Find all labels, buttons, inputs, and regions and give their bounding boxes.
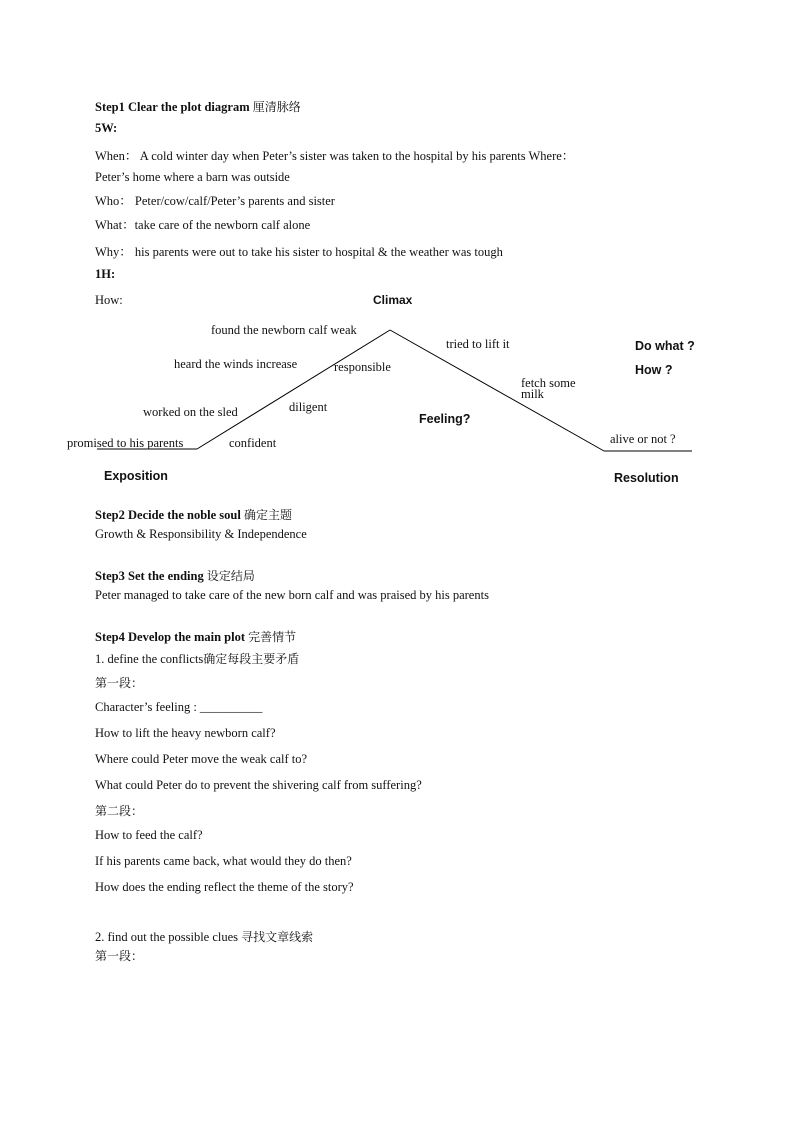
step1-heading-cn: 厘清脉络	[252, 100, 301, 114]
step4-sub1	[95, 650, 299, 667]
step2-heading	[95, 506, 292, 523]
where-line: Peter’s home where a barn was outside	[95, 170, 290, 184]
step2-heading-text: Step2 Decide the noble soul	[95, 508, 241, 522]
step4-sub1-text: 1. define the conflicts	[95, 652, 204, 666]
feeling-question: Feeling?	[419, 412, 471, 426]
feeling-diligent: diligent	[289, 400, 328, 414]
para1-label-b: 第一段：	[95, 949, 144, 963]
event-promised: promised to his parents	[67, 436, 184, 450]
question-feed-calf: How to feed the calf?	[95, 828, 203, 842]
rising-action-line	[197, 330, 390, 449]
step4-sub1-cn: 确定每段主要矛盾	[203, 652, 300, 666]
step4-heading-cn: 完善情节	[248, 630, 297, 644]
step4-heading-text: Step4 Develop the main plot	[95, 630, 245, 644]
who-line: Who： Peter/cow/calf/Peter’s parents and sister	[95, 194, 335, 208]
step3-heading	[95, 567, 255, 584]
feeling-responsible: responsible	[334, 360, 391, 374]
question-move-calf: Where could Peter move the weak calf to?	[95, 752, 308, 766]
step3-heading-text: Step3 Set the ending	[95, 569, 204, 583]
how-label: How:	[95, 293, 123, 307]
para1-label: 第一段：	[95, 676, 144, 690]
event-found-calf: found the newborn calf weak	[211, 323, 357, 337]
resolution-label: Resolution	[614, 471, 679, 485]
why-line: Why： his parents were out to take his sister to hospital & the weather was tough	[95, 245, 503, 259]
event-tried-lift: tried to lift it	[446, 337, 510, 351]
question-ending-theme: How does the ending reflect the theme of the story?	[95, 880, 354, 894]
event-fetch-milk: fetch some	[521, 376, 576, 390]
step3-heading-cn: 设定结局	[206, 569, 255, 583]
question-lift-calf: How to lift the heavy newborn calf?	[95, 726, 276, 740]
how-question: How ?	[635, 363, 673, 377]
event-heard-winds: heard the winds increase	[174, 357, 298, 371]
exposition-label: Exposition	[104, 469, 168, 483]
question-prevent-suffering: What could Peter do to prevent the shivering calf from suffering?	[95, 778, 422, 792]
step3-body: Peter managed to take care of the new born calf and was praised by his parents	[95, 588, 489, 602]
step4-sub2-cn: 寻找文章线索	[241, 930, 314, 944]
step1-heading-text: Step1 Clear the plot diagram	[95, 100, 250, 114]
step4-sub2	[95, 928, 313, 945]
step2-heading-cn: 确定主题	[243, 508, 292, 522]
what-line: What：take care of the newborn calf alone	[95, 218, 311, 232]
para2-label: 第二段：	[95, 804, 144, 818]
fivew-label: 5W:	[95, 121, 118, 135]
event-fetch-milk-2: milk	[521, 387, 544, 401]
climax-label: Climax	[373, 293, 413, 307]
oneh-label: 1H:	[95, 267, 116, 281]
feeling-confident: confident	[229, 436, 277, 450]
when-line: When： A cold winter day when Peter’s sister was taken to the hospital by his parents Where：	[95, 149, 575, 163]
character-feeling-line: Character’s feeling : __________	[95, 700, 263, 714]
event-alive-or-not: alive or not ?	[610, 432, 676, 446]
do-what-question: Do what ?	[635, 339, 695, 353]
step2-body: Growth & Responsibility & Independence	[95, 527, 307, 541]
question-parents-back: If his parents came back, what would they do then?	[95, 854, 352, 868]
step4-heading	[95, 628, 296, 645]
step4-sub2-text: 2. find out the possible clues	[95, 930, 239, 944]
event-worked-sled: worked on the sled	[143, 405, 238, 419]
